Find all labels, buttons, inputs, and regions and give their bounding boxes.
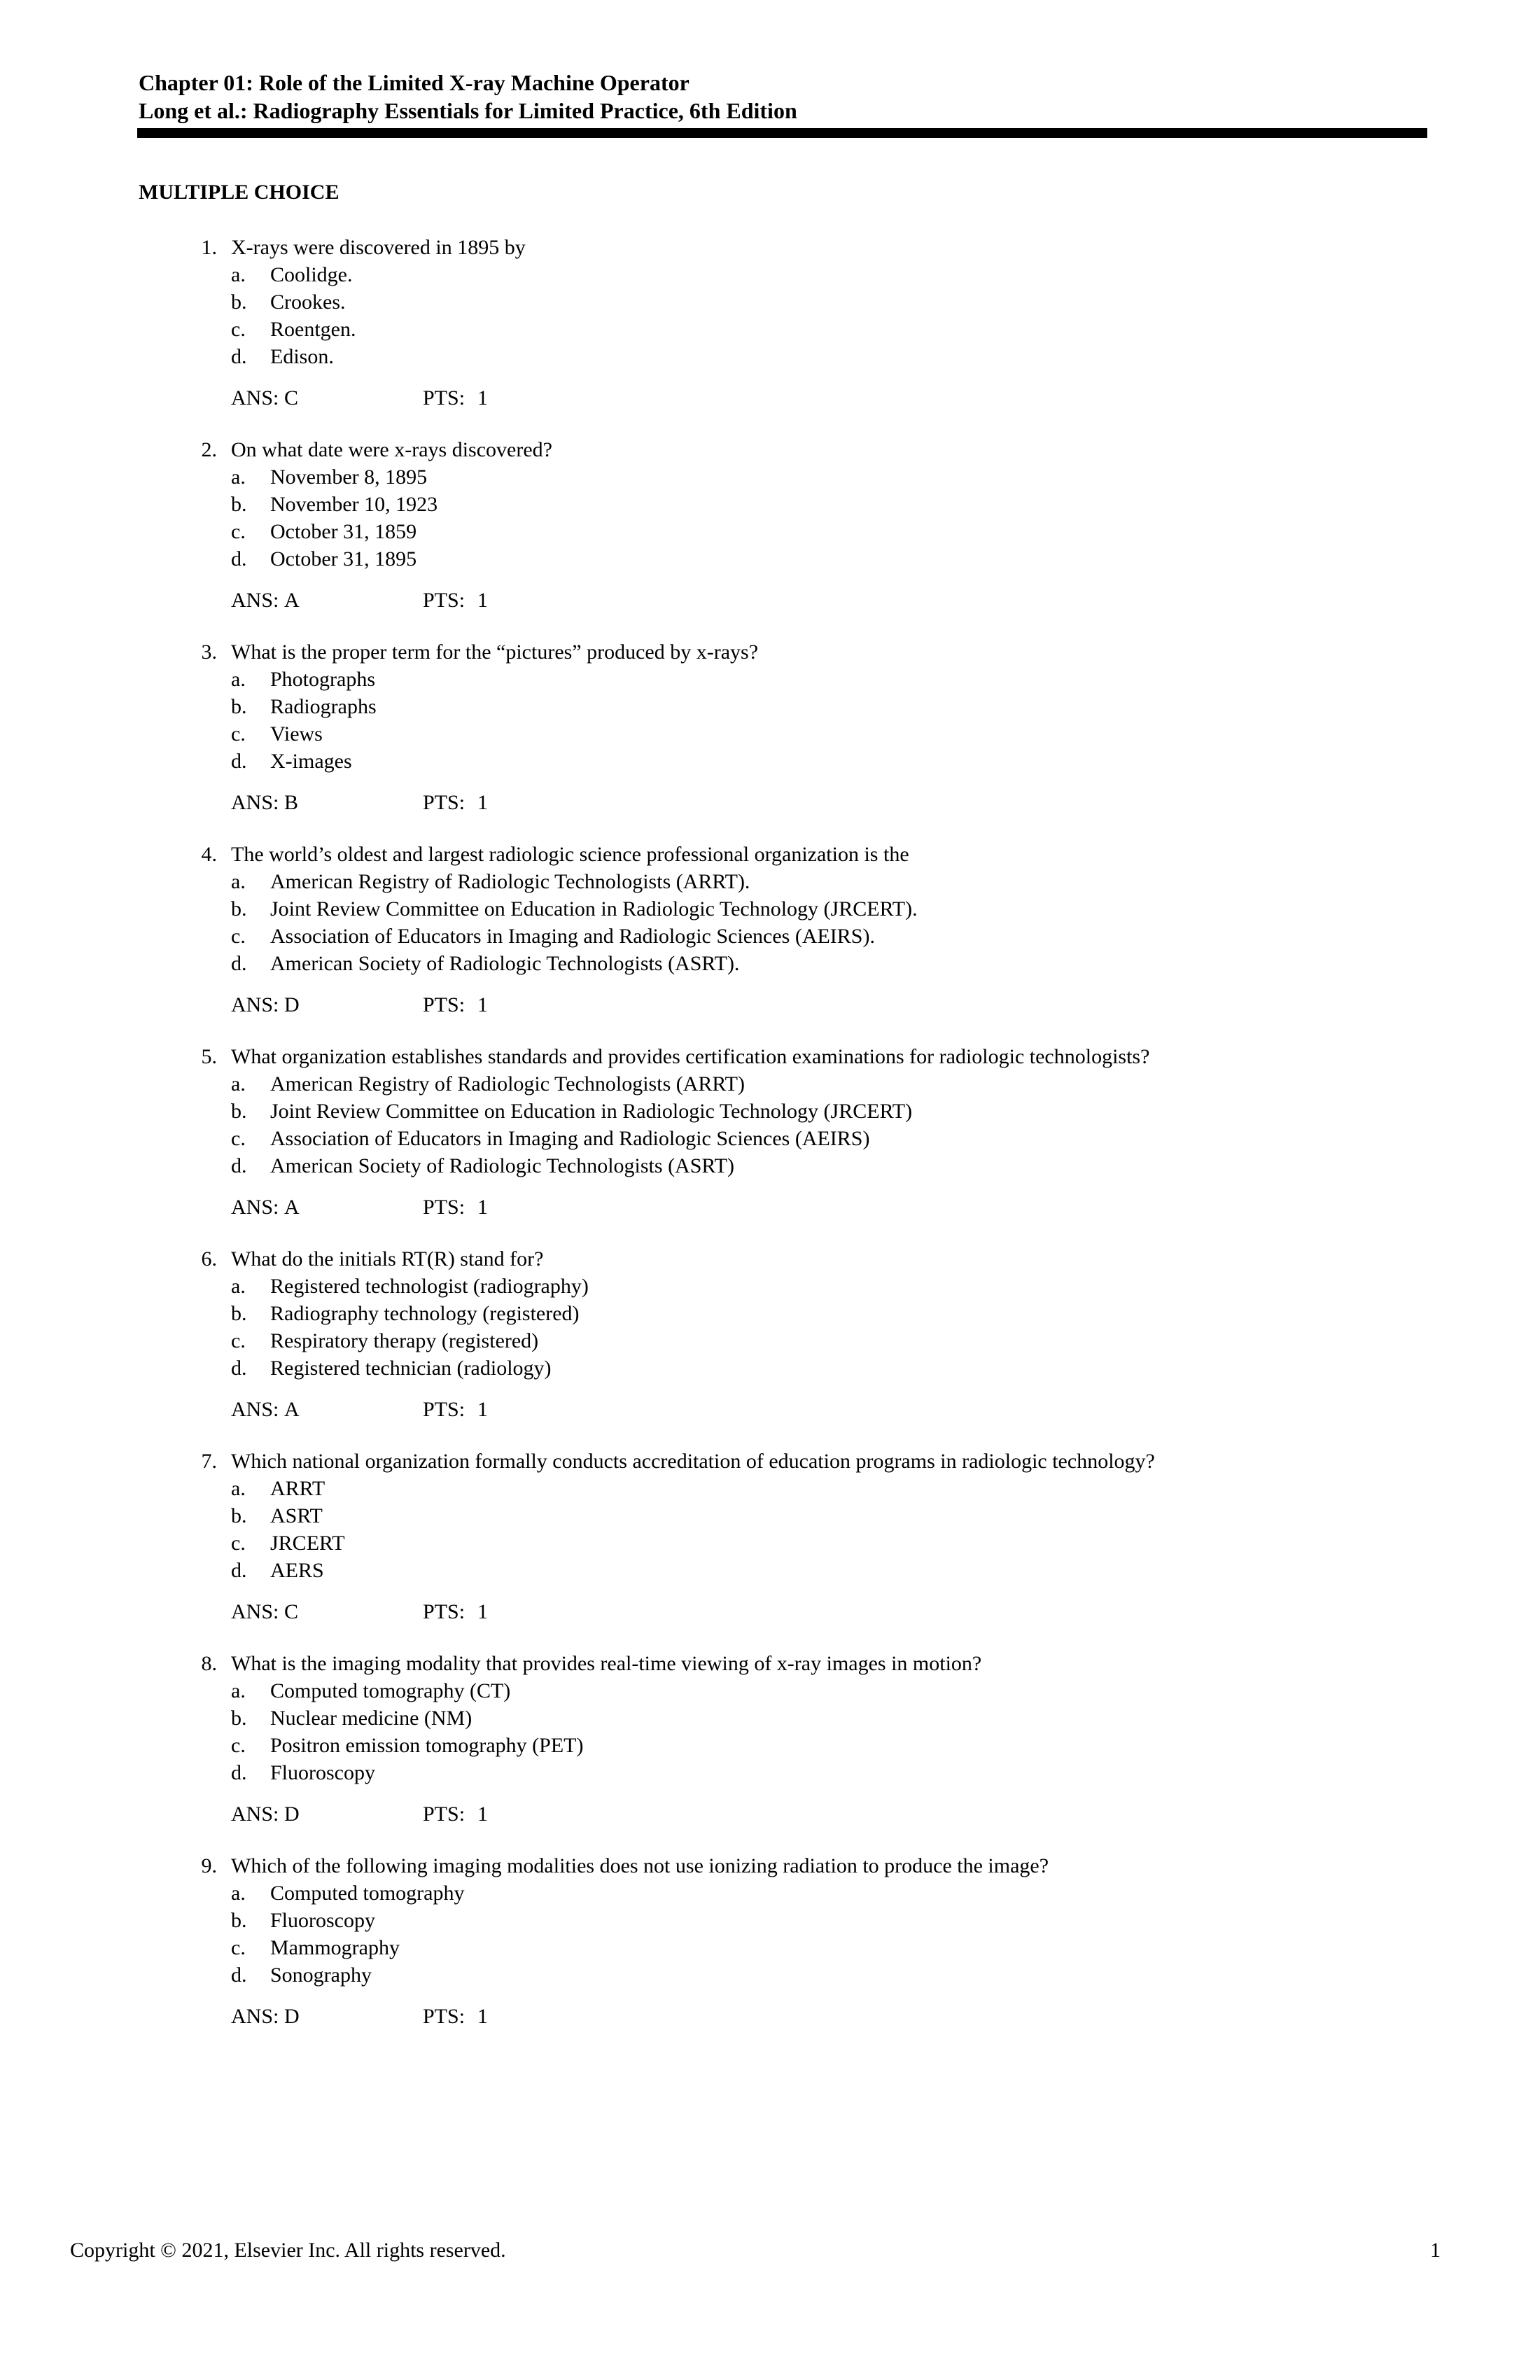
option-text: Roentgen. xyxy=(270,318,356,341)
answer-option xyxy=(139,261,1413,288)
answer-value: D xyxy=(284,2005,300,2028)
option-letter: c. xyxy=(231,520,246,543)
answer-value: D xyxy=(284,993,300,1016)
question-stem xyxy=(139,841,1413,868)
option-letter: c. xyxy=(231,318,246,341)
question-number: 3. xyxy=(201,640,217,664)
answer-option xyxy=(139,1759,1413,1786)
option-text: November 10, 1923 xyxy=(270,493,438,516)
question-stem xyxy=(139,234,1413,261)
answer-option xyxy=(139,288,1413,316)
section-title: MULTIPLE CHOICE xyxy=(139,181,340,204)
chapter-title: Chapter 01: Role of the Limited X-ray Machine Operator xyxy=(139,70,690,95)
answer-option xyxy=(139,1879,1413,1907)
option-text: Fluoroscopy xyxy=(270,1909,375,1932)
option-letter: b. xyxy=(231,493,247,516)
answer-option xyxy=(139,666,1413,693)
points-label: PTS: xyxy=(423,1600,465,1623)
points-label: PTS: xyxy=(423,993,465,1016)
answer-key-row xyxy=(139,2003,1413,2030)
question-stem xyxy=(139,1650,1413,1677)
option-letter: d. xyxy=(231,1154,247,1177)
option-letter: c. xyxy=(231,1329,246,1352)
option-text: November 8, 1895 xyxy=(270,465,428,489)
option-letter: d. xyxy=(231,1357,247,1380)
answer-option xyxy=(139,463,1413,491)
question-stem xyxy=(139,436,1413,463)
option-text: Joint Review Committee on Education in Radiologic Technology (JRCERT). xyxy=(270,897,918,920)
answer-value: A xyxy=(284,1398,300,1421)
answer-label: ANS: xyxy=(231,386,279,410)
option-letter: a. xyxy=(231,1477,246,1500)
answer-option xyxy=(139,1300,1413,1327)
points-label: PTS: xyxy=(423,589,465,612)
question-text: What organization establishes standards and provides certification examinations for radiologic technologists? xyxy=(231,1045,1150,1068)
question-text: What is the proper term for the “pictures” produced by x-rays? xyxy=(231,640,759,664)
question-item xyxy=(139,436,1413,614)
question-number: 8. xyxy=(201,1652,217,1675)
option-letter: b. xyxy=(231,897,247,920)
option-text: Respiratory therapy (registered) xyxy=(270,1329,539,1352)
answer-option xyxy=(139,491,1413,518)
answer-option xyxy=(139,868,1413,895)
answer-option xyxy=(139,720,1413,748)
answer-option xyxy=(139,1502,1413,1530)
answer-label: ANS: xyxy=(231,1196,279,1219)
option-letter: c. xyxy=(231,1734,246,1757)
option-text: JRCERT xyxy=(270,1532,345,1555)
option-text: Association of Educators in Imaging and Radiologic Sciences (AEIRS) xyxy=(270,1127,870,1150)
points-label: PTS: xyxy=(423,1196,465,1219)
option-text: Edison. xyxy=(270,345,334,368)
answer-value: C xyxy=(284,1600,299,1623)
question-stem xyxy=(139,1043,1413,1070)
question-number: 9. xyxy=(201,1854,217,1877)
option-text: AERS xyxy=(270,1559,324,1582)
option-text: Views xyxy=(270,722,323,746)
points-value: 1 xyxy=(477,2005,488,2028)
answer-option xyxy=(139,1125,1413,1152)
answer-label: ANS: xyxy=(231,791,279,814)
question-item xyxy=(139,1448,1413,1625)
points-value: 1 xyxy=(477,1802,488,1826)
option-text: Radiography technology (registered) xyxy=(270,1302,580,1325)
answer-option xyxy=(139,1677,1413,1704)
points-value: 1 xyxy=(477,1600,488,1623)
question-item xyxy=(139,841,1413,1018)
option-text: ASRT xyxy=(270,1504,323,1527)
points-value: 1 xyxy=(477,1196,488,1219)
option-letter: b. xyxy=(231,1707,247,1730)
question-stem xyxy=(139,1245,1413,1273)
option-text: Positron emission tomography (PET) xyxy=(270,1734,584,1757)
answer-option xyxy=(139,316,1413,343)
option-letter: d. xyxy=(231,952,247,975)
points-label: PTS: xyxy=(423,2005,465,2028)
answer-key-row xyxy=(139,1800,1413,1828)
option-text: Photographs xyxy=(270,668,375,691)
option-text: Association of Educators in Imaging and Radiologic Sciences (AEIRS). xyxy=(270,925,875,948)
answer-option xyxy=(139,1475,1413,1502)
answer-option xyxy=(139,1327,1413,1354)
answer-value: A xyxy=(284,1196,300,1219)
answer-value: D xyxy=(284,1802,300,1826)
option-letter: b. xyxy=(231,290,247,314)
answer-option xyxy=(139,343,1413,370)
option-letter: a. xyxy=(231,1679,246,1702)
option-text: Computed tomography xyxy=(270,1882,465,1905)
answer-value: B xyxy=(284,791,299,814)
points-label: PTS: xyxy=(423,386,465,410)
question-text: Which national organization formally conducts accreditation of education programs in radiologic technology? xyxy=(231,1450,1155,1473)
question-item xyxy=(139,234,1413,412)
question-text: What is the imaging modality that provides real-time viewing of x-ray images in motion? xyxy=(231,1652,982,1675)
option-letter: a. xyxy=(231,263,246,286)
answer-label: ANS: xyxy=(231,589,279,612)
option-letter: c. xyxy=(231,722,246,746)
answer-key-row xyxy=(139,991,1413,1018)
option-letter: a. xyxy=(231,870,246,893)
question-number: 2. xyxy=(201,438,217,461)
answer-option xyxy=(139,923,1413,950)
answer-value: A xyxy=(284,589,300,612)
option-text: Sonography xyxy=(270,1963,372,1987)
answer-option xyxy=(139,1354,1413,1382)
answer-key-row xyxy=(139,384,1413,412)
option-text: Computed tomography (CT) xyxy=(270,1679,511,1702)
question-number: 6. xyxy=(201,1247,217,1270)
option-text: Crookes. xyxy=(270,290,346,314)
option-letter: d. xyxy=(231,1761,247,1784)
question-text: Which of the following imaging modalities does not use ionizing radiation to produce the image? xyxy=(231,1854,1049,1877)
answer-option xyxy=(139,1934,1413,1961)
option-text: October 31, 1859 xyxy=(270,520,417,543)
answer-key-row xyxy=(139,1598,1413,1625)
option-text: American Registry of Radiologic Technologists (ARRT). xyxy=(270,870,750,893)
option-letter: c. xyxy=(231,1936,246,1959)
question-item xyxy=(139,1245,1413,1423)
answer-option xyxy=(139,1530,1413,1557)
question-number: 5. xyxy=(201,1045,217,1068)
answer-option xyxy=(139,1273,1413,1300)
option-text: Coolidge. xyxy=(270,263,353,286)
answer-option xyxy=(139,1557,1413,1584)
option-text: Registered technician (radiology) xyxy=(270,1357,552,1380)
option-text: American Society of Radiologic Technologists (ASRT) xyxy=(270,1154,734,1177)
question-item xyxy=(139,638,1413,816)
option-text: X-images xyxy=(270,750,352,773)
question-item xyxy=(139,1852,1413,2030)
points-value: 1 xyxy=(477,1398,488,1421)
points-label: PTS: xyxy=(423,1802,465,1826)
answer-option xyxy=(139,1070,1413,1098)
points-value: 1 xyxy=(477,589,488,612)
answer-option xyxy=(139,545,1413,573)
question-text: On what date were x-rays discovered? xyxy=(231,438,552,461)
answer-key-row xyxy=(139,789,1413,816)
answer-label: ANS: xyxy=(231,2005,279,2028)
header-rule xyxy=(137,128,1427,138)
option-letter: a. xyxy=(231,1072,246,1096)
answer-label: ANS: xyxy=(231,1398,279,1421)
option-letter: a. xyxy=(231,1882,246,1905)
points-value: 1 xyxy=(477,386,488,410)
question-stem xyxy=(139,1852,1413,1879)
option-text: Mammography xyxy=(270,1936,400,1959)
answer-label: ANS: xyxy=(231,1802,279,1826)
option-letter: a. xyxy=(231,1275,246,1298)
answer-key-row xyxy=(139,1194,1413,1221)
option-letter: b. xyxy=(231,1100,247,1123)
option-text: October 31, 1895 xyxy=(270,547,417,570)
answer-option xyxy=(139,1961,1413,1989)
answer-option xyxy=(139,1098,1413,1125)
question-number: 4. xyxy=(201,843,217,866)
option-letter: c. xyxy=(231,925,246,948)
page-header xyxy=(139,69,1427,125)
answer-value: C xyxy=(284,386,299,410)
answer-option xyxy=(139,693,1413,720)
question-text: X-rays were discovered in 1895 by xyxy=(231,236,526,259)
option-text: Registered technologist (radiography) xyxy=(270,1275,589,1298)
option-letter: d. xyxy=(231,547,247,570)
points-label: PTS: xyxy=(423,791,465,814)
option-letter: b. xyxy=(231,695,247,718)
question-number: 7. xyxy=(201,1450,217,1473)
points-value: 1 xyxy=(477,993,488,1016)
answer-option xyxy=(139,895,1413,923)
points-label: PTS: xyxy=(423,1398,465,1421)
option-letter: b. xyxy=(231,1504,247,1527)
book-title: Long et al.: Radiography Essentials for Limited Practice, 6th Edition xyxy=(139,98,797,123)
option-text: Nuclear medicine (NM) xyxy=(270,1707,472,1730)
option-letter: c. xyxy=(231,1127,246,1150)
option-letter: a. xyxy=(231,668,246,691)
option-letter: a. xyxy=(231,465,246,489)
option-letter: d. xyxy=(231,1559,247,1582)
answer-option xyxy=(139,1907,1413,1934)
question-text: What do the initials RT(R) stand for? xyxy=(231,1247,544,1270)
option-text: Joint Review Committee on Education in Radiologic Technology (JRCERT) xyxy=(270,1100,913,1123)
answer-option xyxy=(139,518,1413,545)
answer-label: ANS: xyxy=(231,1600,279,1623)
answer-option xyxy=(139,1152,1413,1180)
answer-option xyxy=(139,950,1413,977)
answer-label: ANS: xyxy=(231,993,279,1016)
option-letter: b. xyxy=(231,1909,247,1932)
answer-option xyxy=(139,1704,1413,1732)
answer-option xyxy=(139,748,1413,775)
answer-key-row xyxy=(139,587,1413,614)
question-item xyxy=(139,1043,1413,1221)
option-text: Radiographs xyxy=(270,695,377,718)
question-item xyxy=(139,1650,1413,1828)
answer-option xyxy=(139,1732,1413,1759)
page-number: 1 xyxy=(1430,2239,1441,2262)
question-stem xyxy=(139,638,1413,666)
option-text: Fluoroscopy xyxy=(270,1761,375,1784)
copyright-notice: Copyright © 2021, Elsevier Inc. All rights reserved. xyxy=(70,2239,506,2262)
question-list xyxy=(139,234,1413,2054)
option-text: ARRT xyxy=(270,1477,326,1500)
option-letter: b. xyxy=(231,1302,247,1325)
option-letter: d. xyxy=(231,750,247,773)
option-letter: d. xyxy=(231,1963,247,1987)
option-text: American Society of Radiologic Technologists (ASRT). xyxy=(270,952,740,975)
answer-key-row xyxy=(139,1396,1413,1423)
question-number: 1. xyxy=(201,236,217,259)
option-letter: d. xyxy=(231,345,247,368)
question-text: The world’s oldest and largest radiologic science professional organization is the xyxy=(231,843,909,866)
option-letter: c. xyxy=(231,1532,246,1555)
points-value: 1 xyxy=(477,791,488,814)
question-stem xyxy=(139,1448,1413,1475)
option-text: American Registry of Radiologic Technologists (ARRT) xyxy=(270,1072,745,1096)
